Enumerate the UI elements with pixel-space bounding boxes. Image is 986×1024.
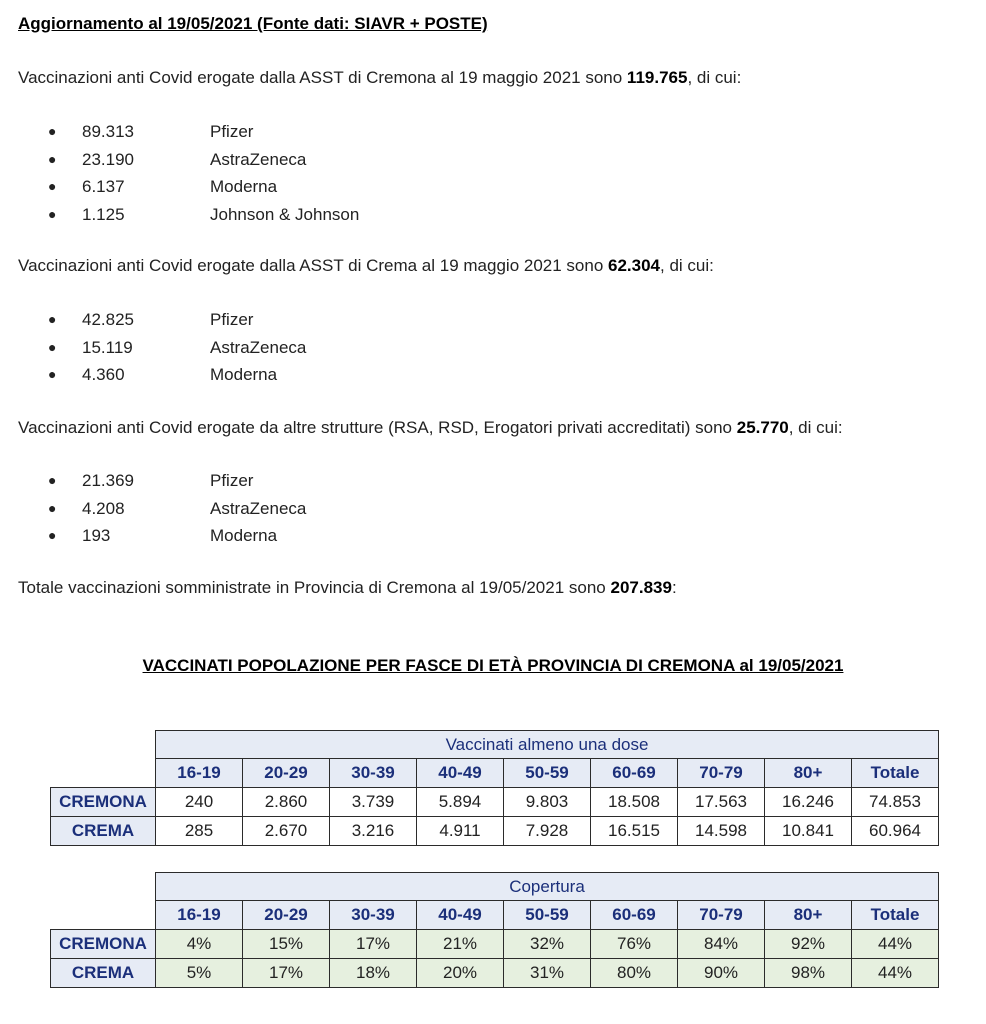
section-suffix: , di cui:: [687, 68, 742, 87]
table-cell: 32%: [504, 930, 591, 959]
column-header: 30-39: [330, 901, 417, 930]
column-header: 60-69: [591, 759, 678, 788]
table-cell: 92%: [765, 930, 852, 959]
bullet-icon: ●: [48, 311, 57, 327]
column-header: 80+: [765, 901, 852, 930]
vaccine-name: AstraZeneca: [210, 498, 307, 518]
vaccine-name: Moderna: [210, 526, 278, 545]
table-cell: 76%: [591, 930, 678, 959]
table-row: [51, 788, 939, 817]
row-label: CREMONA: [51, 788, 156, 817]
section-intro-text: Vaccinazioni anti Covid erogate dalla ASST di Crema al 19 maggio 2021 sono: [18, 256, 609, 275]
table-cell: 74.853: [852, 788, 939, 817]
column-header: 80+: [765, 759, 852, 788]
column-header: 40-49: [417, 901, 504, 930]
vaccine-count: 42.825: [82, 310, 134, 329]
table-cell: 3.739: [330, 788, 417, 817]
column-header: 20-29: [243, 759, 330, 788]
column-header: Totale: [852, 901, 939, 930]
table-header-row: [51, 901, 939, 930]
row-label: CREMA: [51, 959, 156, 988]
section-total: 25.770: [736, 418, 789, 437]
page-header: Aggiornamento al 19/05/2021 (Fonte dati: SIAVR + POSTE): [18, 14, 488, 33]
row-label: CREMONA: [51, 930, 156, 959]
vaccine-count: 23.190: [82, 149, 134, 169]
column-header: 16-19: [156, 901, 243, 930]
vaccine-name: Pfizer: [210, 310, 254, 329]
table-cell: 60.964: [852, 817, 939, 846]
table-cell: 17%: [330, 930, 417, 959]
corner-cell: [51, 759, 156, 788]
table-cell: 80%: [591, 959, 678, 988]
summary-line: [18, 578, 677, 598]
bullet-icon: ●: [48, 123, 57, 139]
table-cell: 5.894: [417, 788, 504, 817]
corner-cell: [51, 901, 156, 930]
group-header: Copertura: [156, 873, 939, 901]
section-other-intro: [18, 418, 843, 438]
vaccine-count: 193: [82, 526, 111, 545]
table-cell: 285: [156, 817, 243, 846]
table-cell: 7.928: [504, 817, 591, 846]
vaccine-name: Johnson & Johnson: [210, 204, 360, 224]
table-row: [51, 930, 939, 959]
bullet-icon: ●: [48, 366, 57, 382]
table-cell: 5%: [156, 959, 243, 988]
vaccine-count: 15.119: [82, 337, 133, 357]
section-suffix: , di cui:: [788, 418, 843, 437]
table-group-row: [51, 731, 939, 759]
table-row: [51, 817, 939, 846]
table-cell: 17.563: [678, 788, 765, 817]
column-header: 50-59: [504, 759, 591, 788]
table-cell: 18.508: [591, 788, 678, 817]
table-cell: 2.860: [243, 788, 330, 817]
table-group-row: [51, 873, 939, 901]
section-total: 119.765: [626, 68, 688, 87]
vaccine-name: Pfizer: [210, 471, 254, 490]
bullet-icon: ●: [48, 527, 57, 543]
table-cell: 9.803: [504, 788, 591, 817]
bullet-icon: ●: [48, 472, 57, 488]
corner-cell: [51, 873, 156, 901]
table-cell: 2.670: [243, 817, 330, 846]
corner-cell: [51, 731, 156, 759]
column-header: 16-19: [156, 759, 243, 788]
table-cell: 240: [156, 788, 243, 817]
table-cell: 21%: [417, 930, 504, 959]
section-intro-text: Vaccinazioni anti Covid erogate dalla ASST di Cremona al 19 maggio 2021 sono: [18, 68, 627, 87]
column-header: 70-79: [678, 901, 765, 930]
table-cell: 98%: [765, 959, 852, 988]
vaccine-count: 4.208: [82, 498, 125, 518]
vaccinated-table: [50, 730, 939, 846]
vaccine-count: 6.137: [82, 177, 125, 196]
table-cell: 10.841: [765, 817, 852, 846]
table-cell: 84%: [678, 930, 765, 959]
section-crema-intro: [18, 256, 714, 276]
table-cell: 4%: [156, 930, 243, 959]
coverage-table: [50, 872, 939, 988]
table-title: VACCINATI POPOLAZIONE PER FASCE DI ETÀ PROVINCIA DI CREMONA al 19/05/2021: [142, 656, 844, 675]
column-header: Totale: [852, 759, 939, 788]
table-cell: 14.598: [678, 817, 765, 846]
bullet-icon: ●: [48, 338, 57, 355]
table-cell: 4.911: [417, 817, 504, 846]
table-cell: 17%: [243, 959, 330, 988]
table-cell: 15%: [243, 930, 330, 959]
row-label: CREMA: [51, 817, 156, 846]
column-header: 50-59: [504, 901, 591, 930]
table-cell: 44%: [852, 959, 939, 988]
vaccine-count: 4.360: [82, 365, 125, 384]
column-header: 40-49: [417, 759, 504, 788]
section-total: 62.304: [608, 256, 661, 275]
column-header: 60-69: [591, 901, 678, 930]
vaccine-name: Pfizer: [210, 122, 254, 141]
section-cremona-intro: [18, 68, 741, 88]
column-header: 20-29: [243, 901, 330, 930]
section-intro-text: Vaccinazioni anti Covid erogate da altre strutture (RSA, RSD, Erogatori privati accreditati) sono: [18, 418, 737, 437]
table-cell: 3.216: [330, 817, 417, 846]
column-header: 70-79: [678, 759, 765, 788]
table-row: [51, 959, 939, 988]
vaccine-count: 21.369: [82, 471, 134, 490]
table-cell: 90%: [678, 959, 765, 988]
column-header: 30-39: [330, 759, 417, 788]
summary-intro: Totale vaccinazioni somministrate in Provincia di Cremona al 19/05/2021 sono: [18, 578, 611, 597]
bullet-icon: ●: [48, 499, 57, 516]
group-header: Vaccinati almeno una dose: [156, 731, 939, 759]
vaccine-count: 1.125: [82, 204, 125, 224]
table-cell: 18%: [330, 959, 417, 988]
vaccine-name: AstraZeneca: [210, 149, 307, 169]
vaccine-name: Moderna: [210, 365, 278, 384]
section-suffix: , di cui:: [660, 256, 714, 275]
summary-total: 207.839: [610, 578, 672, 597]
table-cell: 20%: [417, 959, 504, 988]
table-cell: 16.246: [765, 788, 852, 817]
vaccine-name: Moderna: [210, 177, 278, 196]
bullet-icon: ●: [48, 150, 57, 167]
bullet-icon: ●: [48, 205, 57, 222]
table-cell: 44%: [852, 930, 939, 959]
vaccine-count: 89.313: [82, 122, 134, 141]
table-cell: 31%: [504, 959, 591, 988]
table-cell: 16.515: [591, 817, 678, 846]
table-header-row: [51, 759, 939, 788]
summary-suffix: :: [671, 578, 677, 597]
vaccine-name: AstraZeneca: [210, 337, 307, 357]
bullet-icon: ●: [48, 178, 57, 194]
